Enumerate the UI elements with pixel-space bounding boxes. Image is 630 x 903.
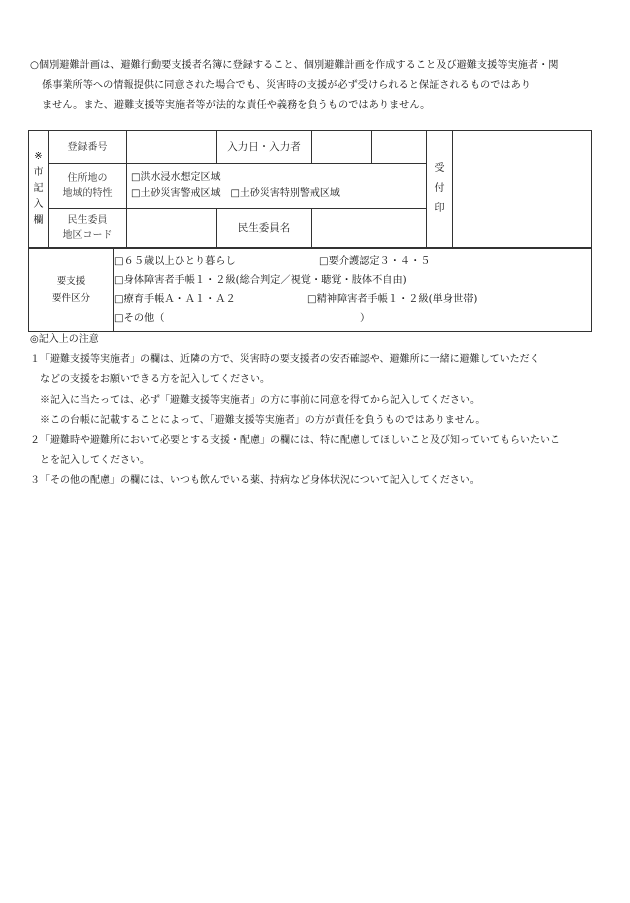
welfare-commissioner-code-label: [49, 209, 127, 248]
intro-notice: [30, 56, 605, 116]
note-line: ２「避難時や避難所において必要とする支援・配慮」の欄には、特に配慮してほしいこと及び知っていてもらいたいこ: [30, 435, 560, 447]
requirement-label-line: 要件区分: [51, 293, 90, 304]
welfare-label-line: 民生委員: [67, 215, 108, 226]
note-line: ３「その他の配慮」の欄には、いつも飲んでいる薬、持病など身体状況について記入してください。: [30, 475, 480, 487]
elderly-alone-checkbox[interactable]: □６５歳以上ひとり暮らし: [114, 256, 236, 267]
other-close-paren: ）: [360, 313, 371, 324]
requirement-label-line: 要支援: [56, 276, 86, 287]
landslide-zone-checkbox[interactable]: □土砂災害警戒区域 □土砂災害特別警戒区域: [131, 188, 340, 199]
mental-disability-checkbox[interactable]: □精神障害者手帳１・２級(単身世帯): [307, 294, 478, 305]
stamp-label-char: 受: [434, 163, 445, 174]
reg-no-label: 登録番号: [49, 131, 127, 164]
input-date-field[interactable]: [312, 131, 372, 164]
input-person-field[interactable]: [372, 131, 427, 164]
reg-no-field[interactable]: [127, 131, 217, 164]
support-requirement-table: [28, 248, 592, 332]
support-requirement-options: [114, 249, 592, 332]
note-line: １「避難支援等実施者」の欄は、近隣の方で、災害時の要支援者の安否確認や、避難所に一緒に避難していただく: [30, 354, 540, 366]
requirement-row: [114, 271, 591, 290]
other-checkbox[interactable]: □その他（: [114, 313, 165, 324]
side-label-char: ※: [34, 151, 43, 162]
intro-line: ○個別避難計画は、避難行動要支援者名簿に登録すること、個別避難計画を作成すること及び避難支援等実施者・関: [30, 60, 559, 71]
office-use-form: [28, 130, 592, 248]
support-requirement-label: [29, 249, 114, 332]
stamp-area[interactable]: [453, 131, 592, 248]
requirement-row: [114, 252, 591, 271]
entry-notes: [30, 330, 630, 492]
address-label-line: 住所地の: [67, 173, 108, 184]
address-options: [127, 164, 427, 209]
side-label-char: 記: [33, 183, 44, 194]
intro-line: ません。また、避難支援等実施者等が法的な責任や義務を負うものではありません。: [42, 100, 431, 111]
notes-title: ◎記入上の注意: [30, 334, 99, 345]
rehabilitation-certificate-checkbox[interactable]: □療育手帳Ａ・Ａ１・Ａ２: [114, 294, 236, 305]
note-line: とを記入してください。: [40, 455, 150, 467]
input-date-label: 入力日・入力者: [217, 131, 312, 164]
address-label-line: 地域的特性: [62, 188, 113, 199]
side-label-char: 入: [33, 199, 44, 210]
note-line: ※この台帳に記載することによって、「避難支援等実施者」の方が責任を負うものではありません。: [40, 414, 486, 426]
office-use-side-label: [29, 131, 49, 248]
requirement-row: [114, 290, 591, 309]
intro-line: 係事業所等への情報提供に同意された場合でも、災害時の支援が必ず受けられると保証されるものではあり: [42, 80, 531, 91]
requirement-row: [114, 309, 591, 328]
note-line: などの支援をお願いできる方を記入してください。: [40, 374, 270, 386]
welfare-label-line: 地区コード: [62, 230, 113, 241]
side-label-char: 市: [33, 167, 44, 178]
stamp-label: [427, 131, 453, 248]
flood-zone-checkbox[interactable]: □洪水浸水想定区域: [131, 172, 221, 183]
stamp-label-char: 印: [434, 203, 445, 214]
care-level-checkbox[interactable]: □要介護認定３・４・５: [319, 256, 431, 267]
physical-disability-checkbox[interactable]: □身体障害者手帳１・２級(総合判定／視覚・聴覚・肢体不自由): [114, 275, 407, 286]
stamp-label-char: 付: [434, 183, 445, 194]
welfare-commissioner-name-label: 民生委員名: [217, 209, 312, 248]
welfare-name-field[interactable]: [312, 209, 427, 248]
note-line: ※記入に当たっては、必ず「避難支援等実施者」の方に事前に同意を得てから記入してください。: [40, 394, 480, 406]
welfare-code-field[interactable]: [127, 209, 217, 248]
side-label-char: 欄: [33, 215, 44, 226]
address-characteristics-label: [49, 164, 127, 209]
